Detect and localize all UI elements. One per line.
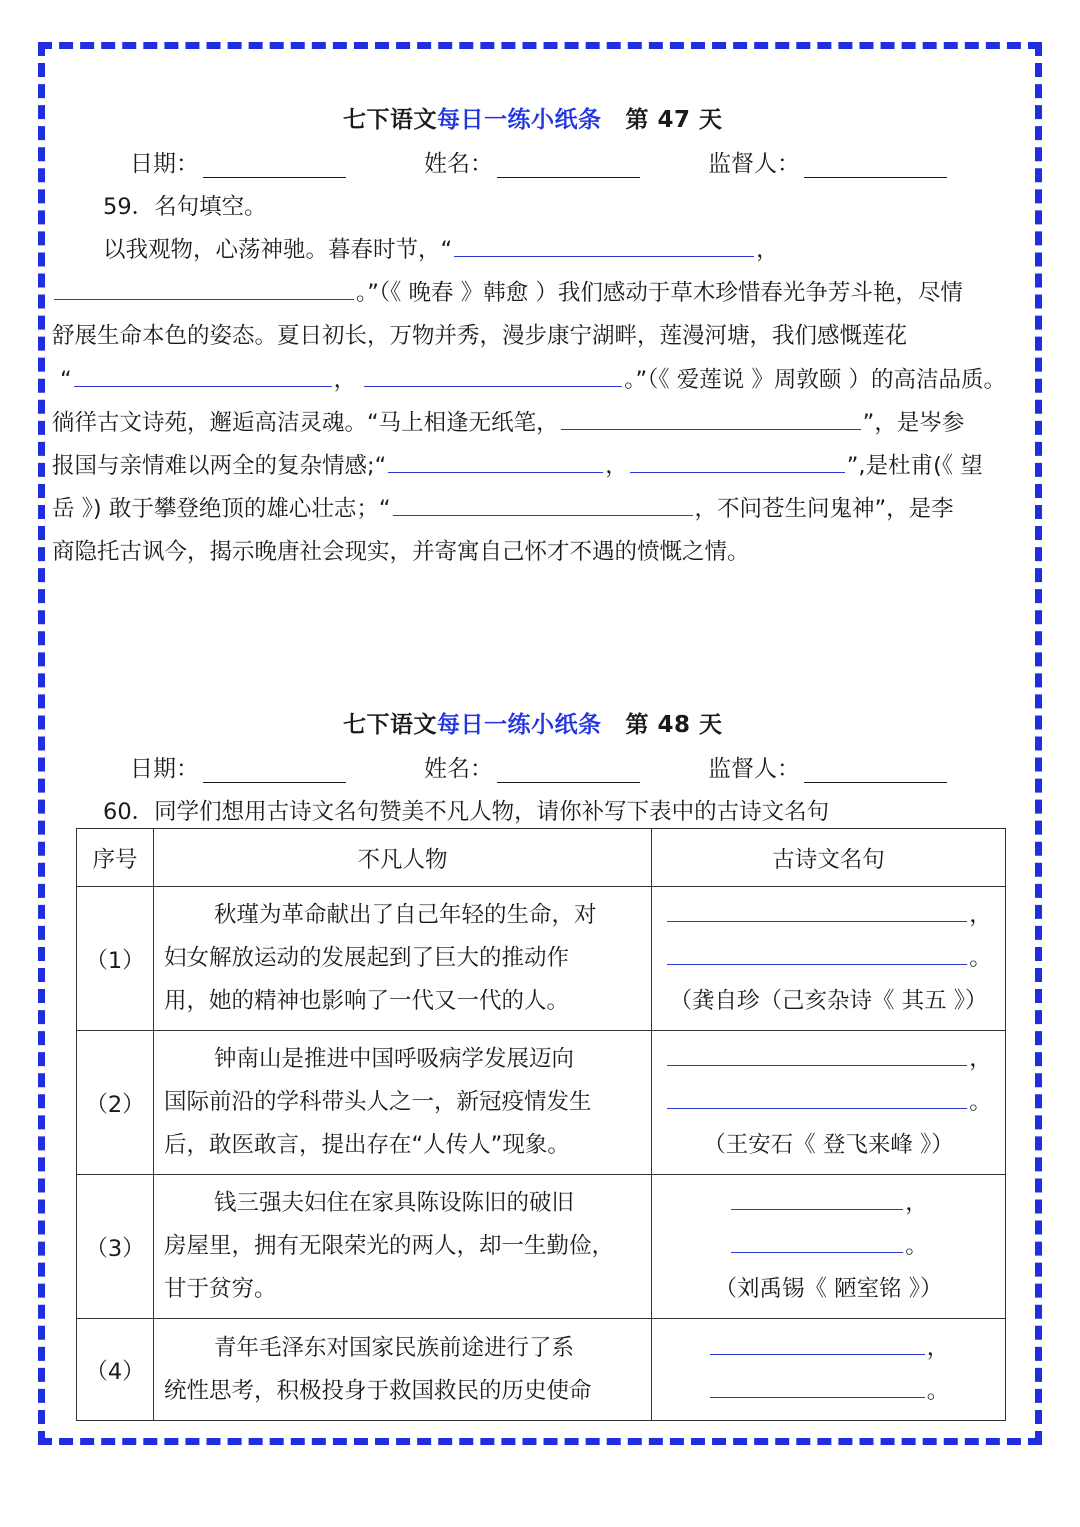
worksheet-title-47 bbox=[343, 101, 723, 134]
supervisor-field-48: 监督人： bbox=[708, 750, 947, 783]
fill-blank[interactable] bbox=[667, 920, 967, 922]
worksheet-title-48 bbox=[343, 706, 723, 739]
para-line-8: 商隐托古讽今，揭示晚唐社会现实，并寄寓自己怀才不遇的愤慨之情。 bbox=[52, 539, 750, 565]
question-60-head: 60．同学们想用古诗文名句赞美不凡人物，请你补写下表中的古诗文名句 bbox=[103, 799, 830, 825]
row-description: 钱三强夫妇住在家具陈设陈旧的破旧 房屋里，拥有无限荣光的两人，却一生勤俭， 甘于贫穷。 bbox=[154, 1175, 652, 1319]
date-blank[interactable] bbox=[203, 153, 346, 178]
row-number: （3） bbox=[77, 1175, 154, 1319]
fill-blank[interactable] bbox=[388, 471, 603, 473]
fill-blank[interactable] bbox=[561, 428, 861, 430]
title-prefix: 七下语文 bbox=[343, 712, 437, 738]
title-day: 第 47 天 bbox=[625, 107, 723, 133]
fill-blank[interactable] bbox=[54, 298, 354, 300]
para-line-2: 。”（《 晚春 》韩愈 ）我们感动于草木珍惜春光争芳斗艳，尽情 bbox=[52, 275, 963, 307]
fill-blank[interactable] bbox=[710, 1353, 925, 1355]
row-description: 秋瑾为革命献出了自己年轻的生命，对 妇女解放运动的发展起到了巨大的推动作 用，她的精神也影响了一代又一代的人。 bbox=[154, 887, 652, 1031]
date-field-47: 日期： bbox=[130, 145, 346, 178]
supervisor-field-47: 监督人： bbox=[708, 145, 947, 178]
title-prefix: 七下语文 bbox=[343, 107, 437, 133]
quote-source: （刘禹锡《 陋室铭 》） bbox=[714, 1276, 943, 1302]
para-line-6: 报国与亲情难以两全的复杂情感;“ ， ”,是杜甫(《 望 bbox=[52, 453, 983, 479]
supervisor-blank[interactable] bbox=[804, 758, 947, 783]
para-line-5: 徜徉古文诗苑，邂逅高洁灵魂。“马上相逢无纸笔， ”，是岑参 bbox=[52, 410, 965, 436]
row-number: （4） bbox=[77, 1319, 154, 1421]
row-quote-cell: ， 。 （刘禹锡《 陋室铭 》） bbox=[652, 1175, 1006, 1319]
row-number: （1） bbox=[77, 887, 154, 1031]
table-row bbox=[77, 887, 1006, 1031]
quote-source: （王安石《 登飞来峰 》） bbox=[703, 1132, 954, 1158]
fill-blank[interactable] bbox=[710, 1396, 925, 1398]
table-row bbox=[77, 1175, 1006, 1319]
para-line-4: “ ， 。”（《 爱莲说 》周敦颐 ）的高洁品质。 bbox=[60, 367, 1007, 393]
fill-blank[interactable] bbox=[364, 385, 622, 387]
table-row bbox=[77, 1031, 1006, 1175]
row-quote-cell: ， 。 （王安石《 登飞来峰 》） bbox=[652, 1031, 1006, 1175]
fill-blank[interactable] bbox=[667, 963, 967, 965]
para-line-7: 岳 》) 敢于攀登绝顶的雄心壮志；“ ，不问苍生问鬼神”，是李 bbox=[52, 496, 954, 522]
row-description: 青年毛泽东对国家民族前途进行了系 统性思考，积极投身于救国救民的历史使命 bbox=[154, 1319, 652, 1421]
name-blank[interactable] bbox=[497, 153, 640, 178]
header-index: 序号 bbox=[77, 829, 154, 887]
title-highlight: 每日一练小纸条 bbox=[437, 107, 602, 133]
fill-blank[interactable] bbox=[667, 1107, 967, 1109]
name-field-48: 姓名： bbox=[424, 750, 640, 783]
date-field-48: 日期： bbox=[130, 750, 346, 783]
title-highlight: 每日一练小纸条 bbox=[437, 712, 602, 738]
row-quote-cell: ， 。 （龚自珍（己亥杂诗《 其五 》） bbox=[652, 887, 1006, 1031]
row-description: 钟南山是推进中国呼吸病学发展迈向 国际前沿的学科带头人之一，新冠疫情发生 后，敢医敢言，提出存在“人传人”现象。 bbox=[154, 1031, 652, 1175]
header-quote: 古诗文名句 bbox=[652, 829, 1006, 887]
row-number: （2） bbox=[77, 1031, 154, 1175]
fill-blank[interactable] bbox=[731, 1208, 903, 1210]
fill-blank[interactable] bbox=[393, 514, 693, 516]
quotes-table bbox=[76, 828, 1006, 1421]
row-quote-cell: ， 。 bbox=[652, 1319, 1006, 1421]
header-person: 不凡人物 bbox=[154, 829, 652, 887]
supervisor-blank[interactable] bbox=[804, 153, 947, 178]
question-59-head: 59．名句填空。 bbox=[103, 194, 267, 220]
title-day: 第 48 天 bbox=[625, 712, 723, 738]
name-blank[interactable] bbox=[497, 758, 640, 783]
fill-blank[interactable] bbox=[731, 1251, 903, 1253]
name-field-47: 姓名： bbox=[424, 145, 640, 178]
fill-blank[interactable] bbox=[667, 1064, 967, 1066]
para-line-1: 以我观物，心荡神驰。暮春时节，“ ， bbox=[103, 237, 779, 263]
fill-blank[interactable] bbox=[74, 385, 332, 387]
table-row bbox=[77, 1319, 1006, 1421]
table-header-row bbox=[77, 829, 1006, 887]
quote-source: （龚自珍（己亥杂诗《 其五 》） bbox=[669, 988, 988, 1014]
fill-blank[interactable] bbox=[630, 471, 845, 473]
date-blank[interactable] bbox=[203, 758, 346, 783]
para-line-3: 舒展生命本色的姿态。夏日初长，万物并秀，漫步康宁湖畔，莲漫河塘，我们感慨莲花 bbox=[52, 323, 908, 349]
fill-blank[interactable] bbox=[454, 255, 754, 257]
